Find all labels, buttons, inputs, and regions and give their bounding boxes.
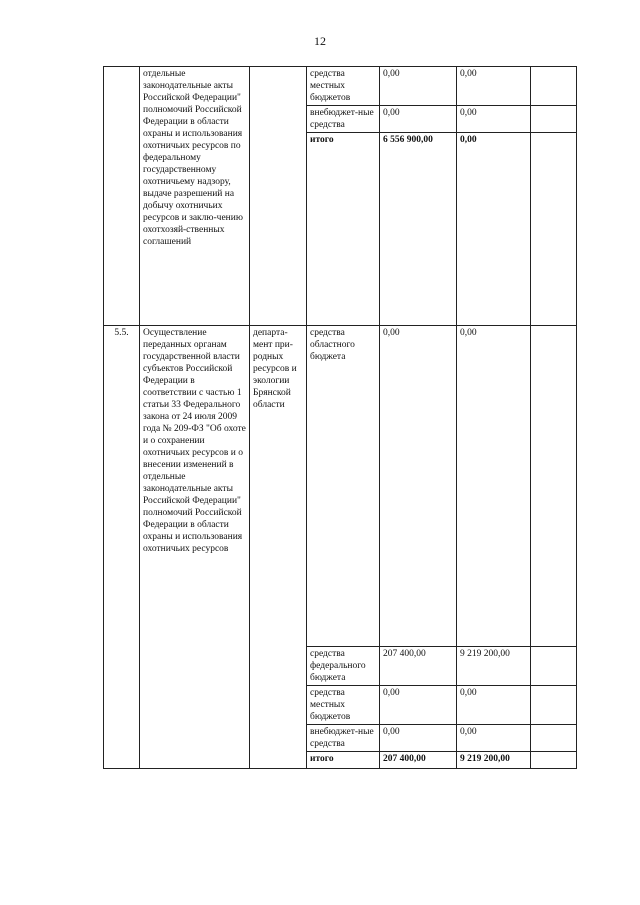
amount-cell: 0,00 bbox=[380, 725, 457, 752]
amount-cell bbox=[531, 133, 577, 326]
row-number-cell bbox=[104, 67, 140, 326]
amount-cell: 0,00 bbox=[380, 686, 457, 725]
amount-cell: 0,00 bbox=[457, 725, 531, 752]
total-label-cell: итого bbox=[307, 752, 380, 769]
funding-source-cell: внебюджет-ные средства bbox=[307, 725, 380, 752]
total-amount-cell: 9 219 200,00 bbox=[457, 752, 531, 769]
amount-cell bbox=[531, 326, 577, 647]
executor-cell: департа-мент при-родных ресурсов и экологии Брянской области bbox=[250, 326, 307, 769]
amount-cell bbox=[531, 725, 577, 752]
total-amount-cell: 6 556 900,00 bbox=[380, 133, 457, 326]
funding-source-cell: средства местных бюджетов bbox=[307, 67, 380, 106]
amount-cell: 9 219 200,00 bbox=[457, 647, 531, 686]
amount-cell bbox=[531, 647, 577, 686]
measure-description-cell: Осуществление переданных органам государственной власти субъектов Российской Федерации в соответствии с частью 1 статьи 33 Федерального закона от 24 июля 2009 года № 209-ФЗ "Об охоте и о сохранении охотничьих ресурсов и о внесении изменений в отдельные законодательные акты Российской Федерации" полномочий Российской Федерации в области охраны и использования охотничьих ресурсов bbox=[140, 326, 250, 769]
funding-source-cell: внебюджет-ные средства bbox=[307, 106, 380, 133]
funding-source-cell: средства местных бюджетов bbox=[307, 686, 380, 725]
amount-cell bbox=[531, 686, 577, 725]
amount-cell: 0,00 bbox=[380, 326, 457, 647]
executor-cell bbox=[250, 67, 307, 326]
table-row bbox=[104, 67, 577, 106]
measure-description-cell: отдельные законодательные акты Российской Федерации" полномочий Российской Федерации в области охраны и использования охотничьих ресурсов по федеральному государственному охотничьему надзору, выдаче разрешений на добычу охотничьих ресурсов и заклю-чению охотхозяй-ственных соглашений bbox=[140, 67, 250, 326]
amount-cell: 207 400,00 bbox=[380, 647, 457, 686]
amount-cell: 0,00 bbox=[457, 326, 531, 647]
budget-table bbox=[103, 66, 577, 769]
total-amount-cell: 207 400,00 bbox=[380, 752, 457, 769]
table-row bbox=[104, 326, 577, 647]
funding-source-cell: средства федерального бюджета bbox=[307, 647, 380, 686]
funding-source-cell: средства областного бюджета bbox=[307, 326, 380, 647]
amount-cell: 0,00 bbox=[380, 106, 457, 133]
amount-cell: 0,00 bbox=[457, 686, 531, 725]
amount-cell: 0,00 bbox=[457, 67, 531, 106]
amount-cell: 0,00 bbox=[380, 67, 457, 106]
amount-cell bbox=[531, 67, 577, 106]
amount-cell bbox=[531, 106, 577, 133]
row-number-cell: 5.5. bbox=[104, 326, 140, 769]
amount-cell: 0,00 bbox=[457, 106, 531, 133]
total-label-cell: итого bbox=[307, 133, 380, 326]
amount-cell bbox=[531, 752, 577, 769]
total-amount-cell: 0,00 bbox=[457, 133, 531, 326]
page-number: 12 bbox=[314, 34, 326, 48]
